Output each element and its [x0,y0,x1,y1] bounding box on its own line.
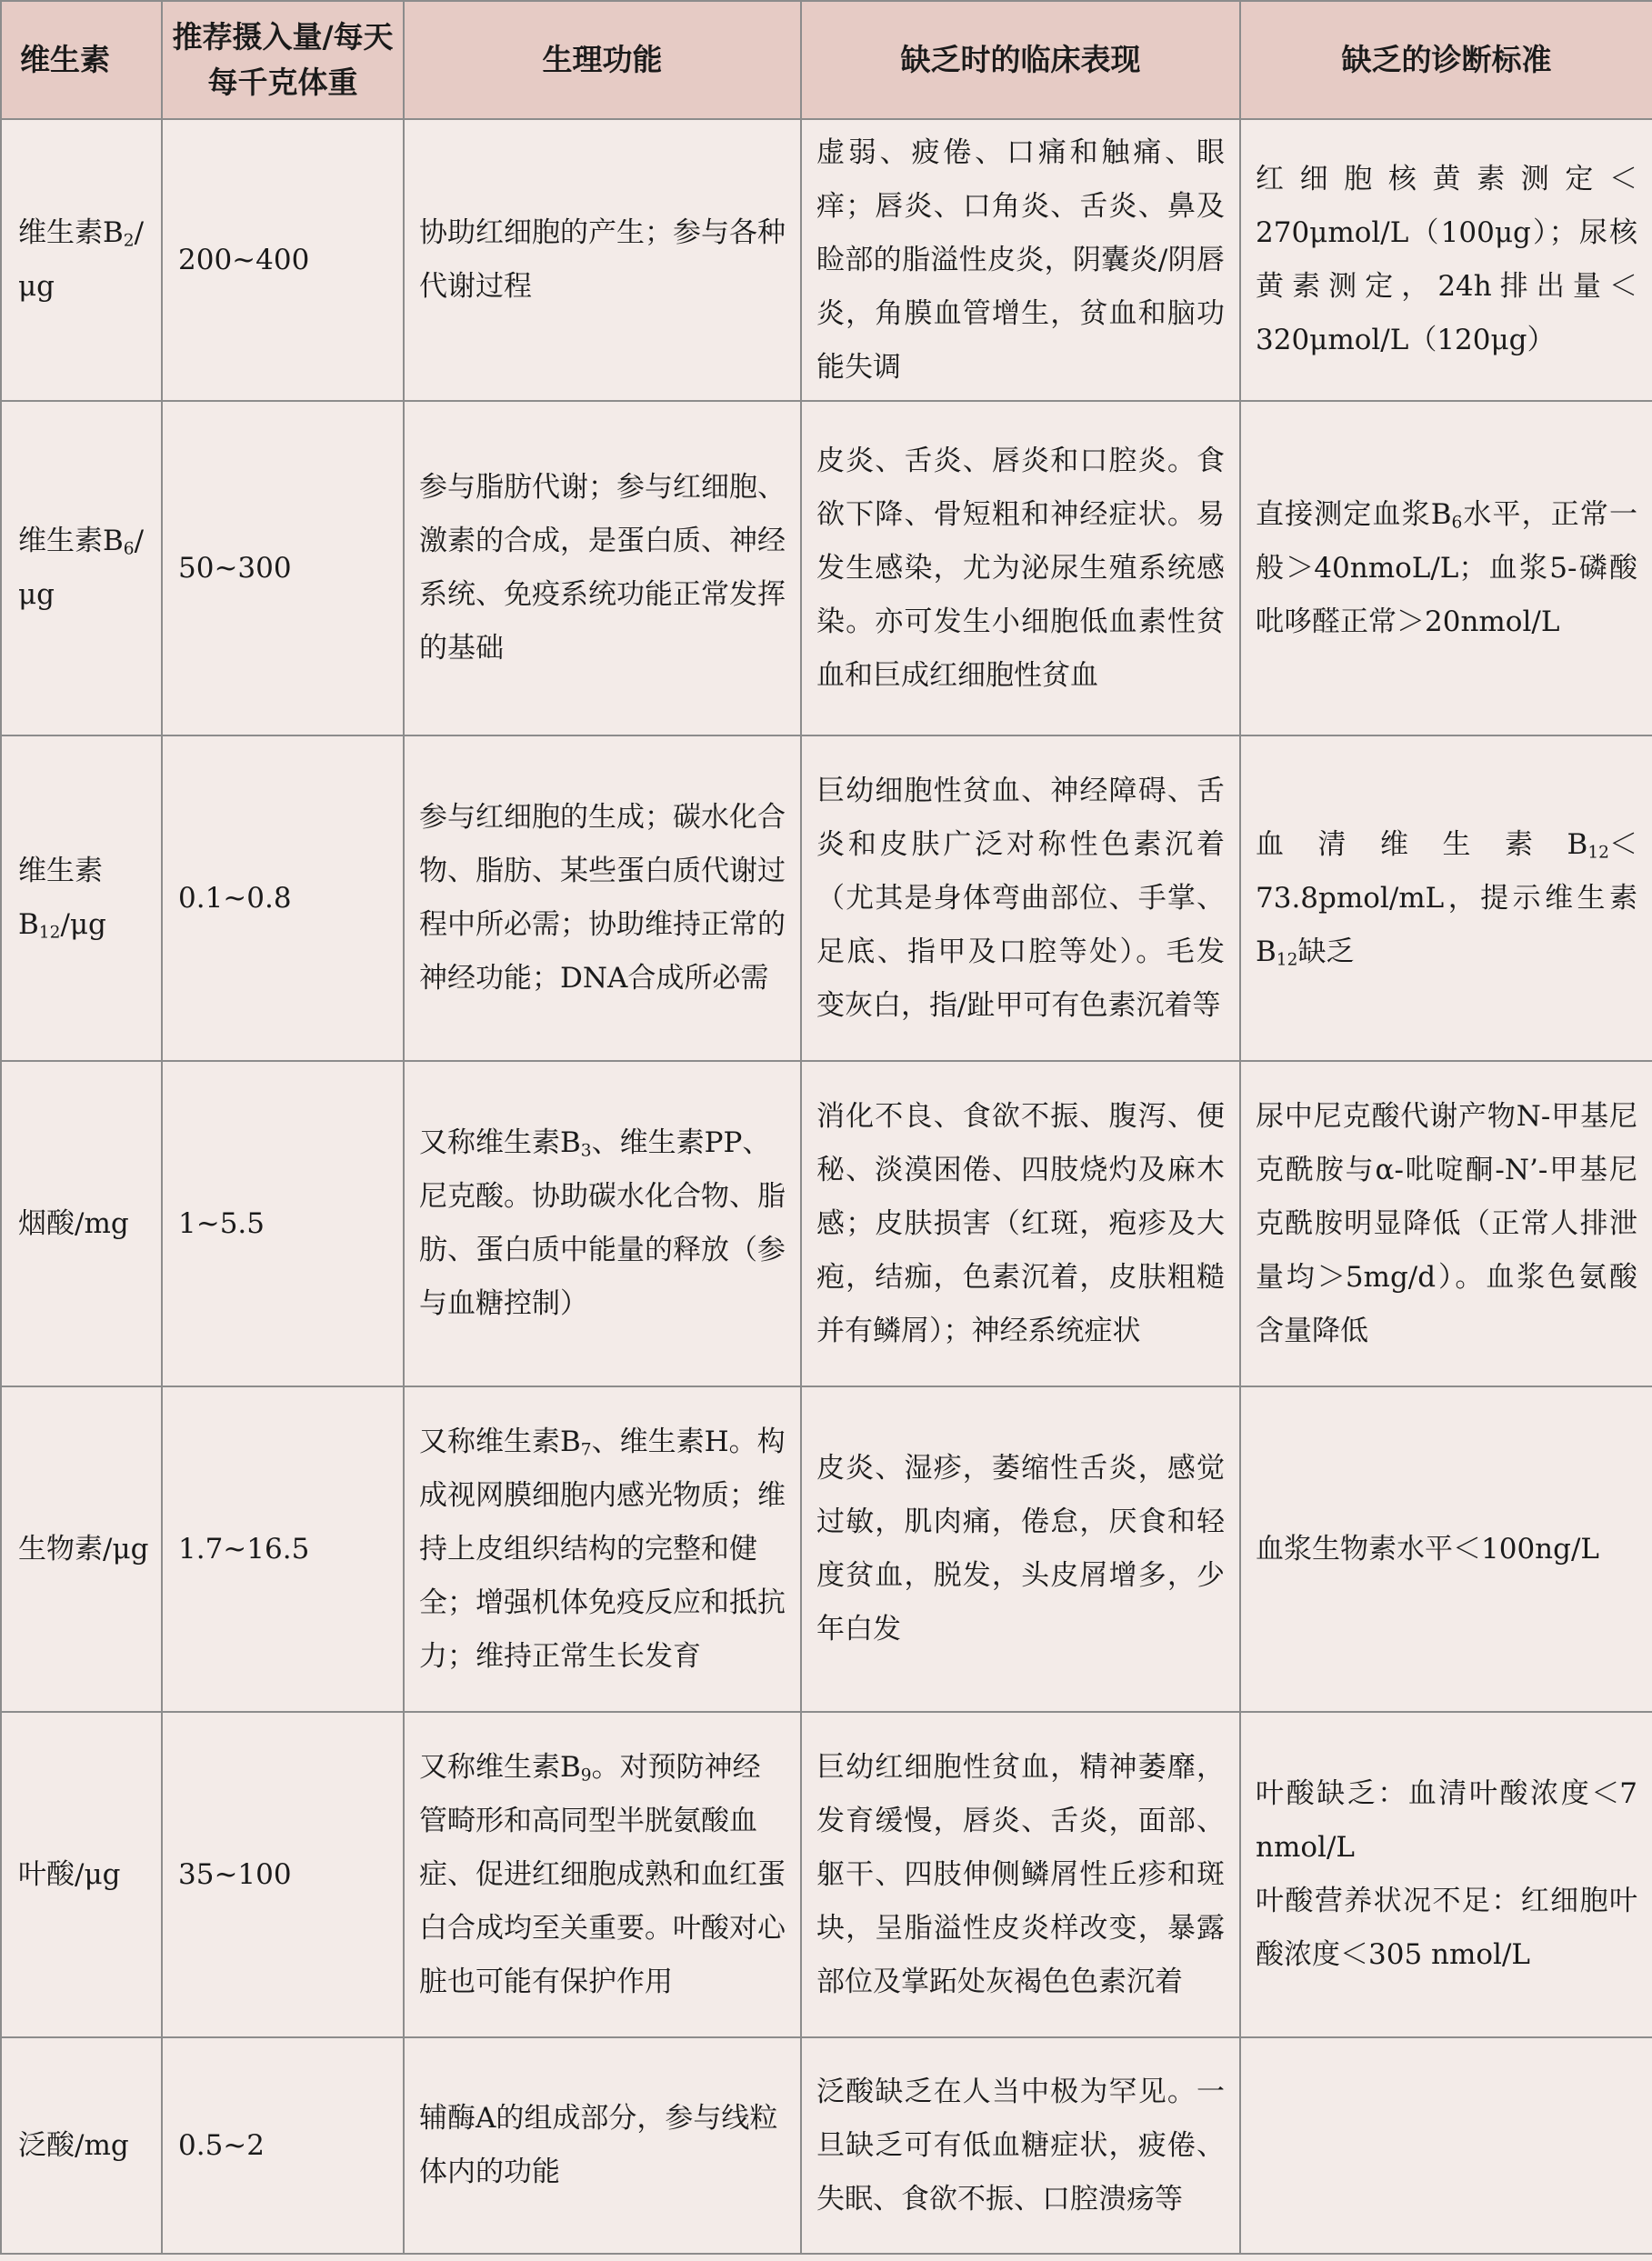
symptoms-cell: 皮炎、湿疹，萎缩性舌炎，感觉过敏，肌肉痛，倦怠，厌食和轻度贫血，脱发，头皮屑增多，少年白发 [801,1386,1240,1712]
header-row [1,1,1652,119]
intake-cell: 0.5~2 [162,2037,404,2254]
table-header [1,1,1652,119]
diagnosis-cell: 血浆生物素水平＜100ng/L [1240,1386,1652,1712]
table-row [1,1386,1652,1712]
intake-cell: 1.7~16.5 [162,1386,404,1712]
function-cell: 辅酶A的组成部分，参与线粒体内的功能 [404,2037,801,2254]
diagnosis-cell: 直接测定血浆$B_6$水平，正常一般＞40nmoL/L；血浆5-磷酸吡哆醛正常＞20nmol/L [1240,401,1652,735]
vitamin-name-cell: 维生素$B_{12}/\mu g$ [1,735,162,1061]
intake-cell: 50~300 [162,401,404,735]
intake-cell: 200~400 [162,119,404,401]
table-row [1,401,1652,735]
function-cell: 参与红细胞的生成；碳水化合物、脂肪、某些蛋白质代谢过程中所必需；协助维持正常的神经功能；DNA合成所必需 [404,735,801,1061]
table-row [1,735,1652,1061]
diagnosis-cell [1240,2037,1652,2254]
diagnosis-cell: 红细胞核黄素测定＜270μmol/L（100μg）；尿核黄素测定，24h排出量＜320μmol/L（120μg） [1240,119,1652,401]
function-cell: 参与脂肪代谢；参与红细胞、激素的合成，是蛋白质、神经系统、免疫系统功能正常发挥的基础 [404,401,801,735]
function-cell: 又称维生素$B_9$。对预防神经管畸形和高同型半胱氨酸血症、促进红细胞成熟和血红蛋白合成均至关重要。叶酸对心脏也可能有保护作用 [404,1712,801,2037]
table-row [1,119,1652,401]
table-row [1,1712,1652,2037]
symptoms-cell: 泛酸缺乏在人当中极为罕见。一旦缺乏可有低血糖症状，疲倦、失眠、食欲不振、口腔溃疡等 [801,2037,1240,2254]
vitamin-name-cell: 维生素$B_6/\mu g$ [1,401,162,735]
function-cell: 又称维生素$B_7$、维生素H。构成视网膜细胞内感光物质；维持上皮组织结构的完整和健全；增强机体免疫反应和抵抗力；维持正常生长发育 [404,1386,801,1712]
header-intake: 推荐摄入量/每天每千克体重 [162,1,404,119]
header-vitamin: 维生素 [1,1,162,119]
symptoms-cell: 巨幼细胞性贫血、神经障碍、舌炎和皮肤广泛对称性色素沉着（尤其是身体弯曲部位、手掌、足底、指甲及口腔等处）。毛发变灰白，指/趾甲可有色素沉着等 [801,735,1240,1061]
vitamin-name-cell: 烟酸/mg [1,1061,162,1386]
diagnosis-cell: 叶酸缺乏：血清叶酸浓度＜7 nmol/L 叶酸营养状况不足：红细胞叶酸浓度＜305 nmol/L [1240,1712,1652,2037]
symptoms-cell: 巨幼红细胞性贫血，精神萎靡，发育缓慢，唇炎、舌炎，面部、躯干、四肢伸侧鳞屑性丘疹和斑块，呈脂溢性皮炎样改变，暴露部位及掌跖处灰褐色色素沉着 [801,1712,1240,2037]
header-symptoms: 缺乏时的临床表现 [801,1,1240,119]
symptoms-cell: 消化不良、食欲不振、腹泻、便秘、淡漠困倦、四肢烧灼及麻木感；皮肤损害（红斑，疱疹及大疱，结痂，色素沉着，皮肤粗糙并有鳞屑）；神经系统症状 [801,1061,1240,1386]
vitamin-name-cell: 泛酸/mg [1,2037,162,2254]
symptoms-cell: 皮炎、舌炎、唇炎和口腔炎。食欲下降、骨短粗和神经症状。易发生感染，尤为泌尿生殖系统感染。亦可发生小细胞低血素性贫血和巨成红细胞性贫血 [801,401,1240,735]
vitamin-name-cell: 维生素$B_2/\mu g$ [1,119,162,401]
header-diagnosis: 缺乏的诊断标准 [1240,1,1652,119]
function-cell: 又称维生素$B_3$、维生素PP、尼克酸。协助碳水化合物、脂肪、蛋白质中能量的释放（参与血糖控制） [404,1061,801,1386]
intake-cell: 0.1~0.8 [162,735,404,1061]
table-body [1,119,1652,2254]
intake-cell: 35~100 [162,1712,404,2037]
intake-cell: 1~5.5 [162,1061,404,1386]
vitamin-name-cell: 叶酸/μg [1,1712,162,2037]
vitamin-name-cell: 生物素/μg [1,1386,162,1712]
diagnosis-cell: 血清维生素$B_{12}<73.8pmol/mL$，提示维生素$B_{12}$缺乏 [1240,735,1652,1061]
function-cell: 协助红细胞的产生；参与各种代谢过程 [404,119,801,401]
header-function: 生理功能 [404,1,801,119]
table-row [1,1061,1652,1386]
diagnosis-cell: 尿中尼克酸代谢产物N-甲基尼克酰胺与α-吡啶酮-N’-甲基尼克酰胺明显降低（正常人排泄量均＞5mg/d）。血浆色氨酸含量降低 [1240,1061,1652,1386]
symptoms-cell: 虚弱、疲倦、口痛和触痛、眼痒；唇炎、口角炎、舌炎、鼻及睑部的脂溢性皮炎，阴囊炎/阴唇炎，角膜血管增生，贫血和脑功能失调 [801,119,1240,401]
table-row [1,2037,1652,2254]
